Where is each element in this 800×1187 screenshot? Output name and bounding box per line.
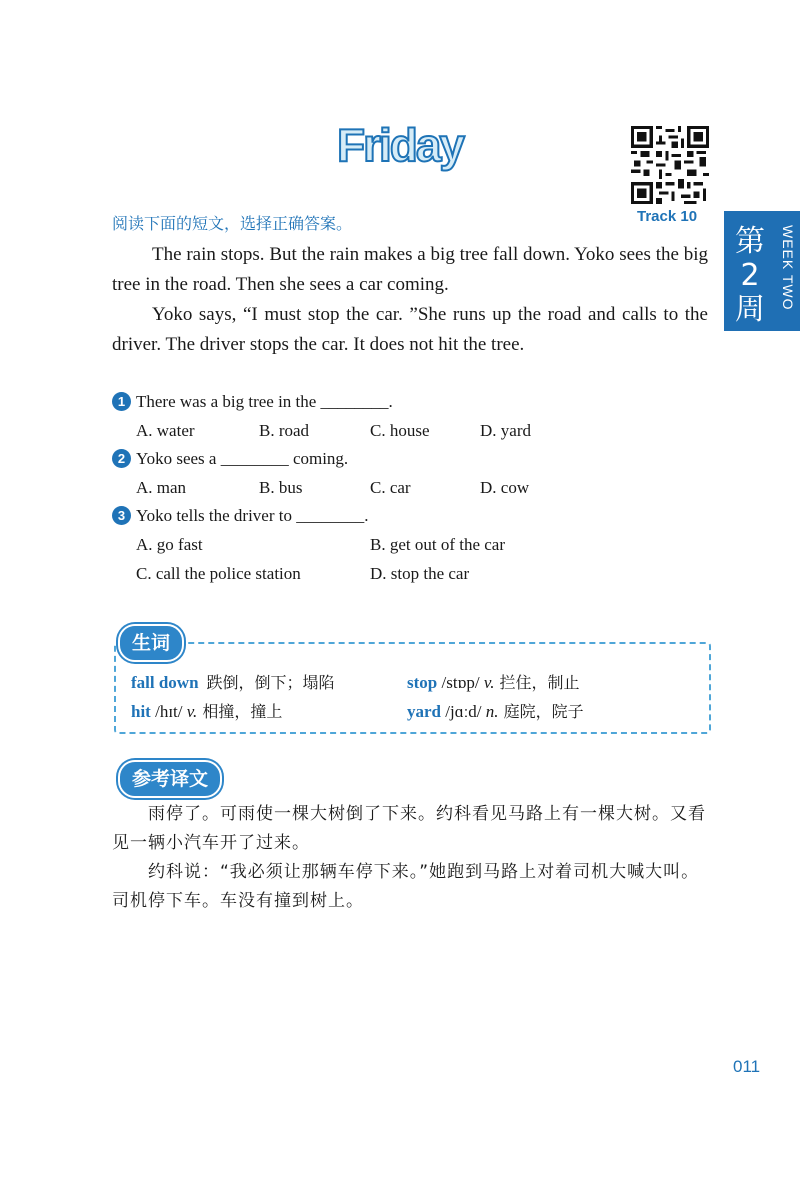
week-tab-chinese: 第2周 (735, 224, 765, 327)
vocab-pos: v. (186, 702, 198, 721)
question-3 (112, 506, 369, 526)
vocab-meaning: 拦住，制止 (494, 673, 580, 692)
question-text: Yoko sees a ________ coming. (136, 449, 349, 468)
option-d[interactable]: D. yard (480, 421, 531, 440)
vocab-meaning: 庭院，院子 (498, 702, 584, 721)
vocab-word: fall down (131, 673, 199, 692)
page-number: 011 (733, 1057, 761, 1076)
question-1 (112, 392, 393, 412)
vocab-meaning: 跌倒，倒下；塌陷 (206, 673, 335, 692)
option-b[interactable]: B. get out of the car (370, 535, 506, 554)
vocab-pos: n. (485, 702, 499, 721)
question-text: There was a big tree in the ________. (136, 392, 393, 411)
vocab-entry-fall-down (131, 670, 335, 693)
option-c[interactable]: C. car (370, 478, 411, 497)
instruction-text: 阅读下面的短文，选择正确答案。 (112, 214, 353, 233)
option-d[interactable]: D. cow (480, 478, 530, 497)
option-a[interactable]: A. man (136, 478, 187, 497)
option-b[interactable]: B. road (259, 421, 310, 440)
page-title: Friday (336, 119, 464, 171)
question-number-badge: 3 (112, 506, 131, 525)
option-c[interactable]: C. call the police station (136, 564, 301, 583)
question-number-badge: 2 (112, 449, 131, 468)
week-tab-english: WEEK TWO (780, 225, 796, 311)
qr-code-icon[interactable] (631, 126, 709, 204)
passage-paragraph: Yoko says, “I must stop the car. ”She runs up the road and calls to the driver. The driver stops the car. It does not hit the tree. (112, 304, 708, 355)
vocab-word: hit (131, 702, 151, 721)
vocab-word: yard (407, 702, 441, 721)
vocabulary-label: 生词 (118, 624, 184, 662)
week-side-tab (724, 211, 800, 331)
question-2 (112, 449, 348, 469)
option-a[interactable]: A. water (136, 421, 195, 440)
translation-paragraph: 雨停了。可雨使一棵大树倒了下来。约科看见马路上有一棵大树。又看见一辆小汽车开了过来。 (112, 804, 706, 853)
option-a[interactable]: A. go fast (136, 535, 203, 554)
vocab-entry-hit (131, 699, 282, 722)
vocab-phonetic: /stɒp/ (437, 673, 484, 692)
vocab-entry-yard (407, 699, 584, 722)
vocab-pos: v. (483, 673, 495, 692)
vocab-word: stop (407, 673, 438, 692)
option-c[interactable]: C. house (370, 421, 430, 440)
translation-label: 参考译文 (118, 760, 222, 798)
track-label: Track 10 (637, 208, 698, 225)
question-number-badge: 1 (112, 392, 131, 411)
vocab-meaning: 相撞，撞上 (197, 702, 283, 721)
option-b[interactable]: B. bus (259, 478, 303, 497)
question-text: Yoko tells the driver to ________. (136, 506, 369, 525)
translation-paragraph: 约科说：“我必须让那辆车停下来。”她跑到马路上对着司机大喊大叫。司机停下车。车没有撞到树上。 (112, 862, 700, 911)
option-d[interactable]: D. stop the car (370, 564, 470, 583)
vocab-phonetic: /hɪt/ (150, 702, 187, 721)
passage-paragraph: The rain stops. But the rain makes a big tree fall down. Yoko sees the big tree in the road. Then she sees a car coming. (112, 244, 708, 295)
vocab-phonetic: /jɑːd/ (441, 702, 486, 721)
vocab-entry-stop (407, 670, 580, 693)
